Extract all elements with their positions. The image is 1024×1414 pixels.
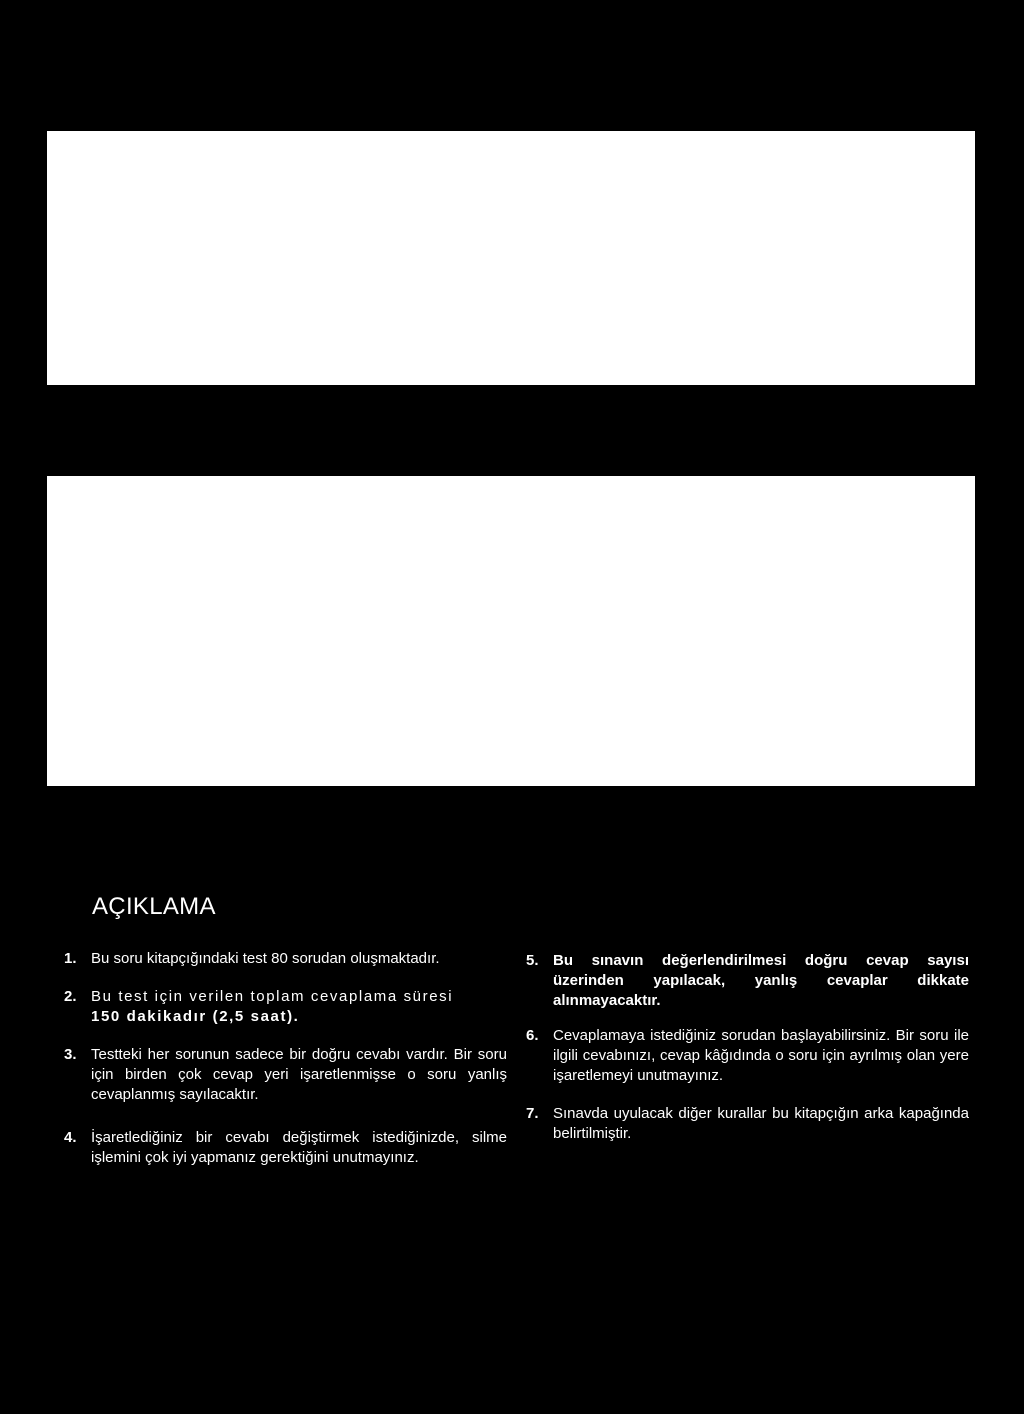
item-number: 5. xyxy=(526,952,539,969)
instruction-item-1 xyxy=(64,949,507,969)
instruction-item-4 xyxy=(64,1128,507,1168)
instruction-item-6 xyxy=(526,1026,969,1086)
instruction-item-7 xyxy=(526,1104,969,1144)
item-number: 1. xyxy=(64,950,77,967)
item-text: Bu soru kitapçığındaki test 80 sorudan oluşmaktadır. xyxy=(91,950,440,967)
instruction-item-3 xyxy=(64,1045,507,1105)
item-text: Bu test için verilen toplam cevaplama süresi xyxy=(91,988,454,1005)
item-number: 4. xyxy=(64,1129,77,1146)
item-text: Bu sınavın değerlendirilmesi doğru cevap sayısı üzerinden yapılacak, yanlış cevaplar dikkate alınmayacaktır. xyxy=(553,952,969,1009)
item-emphasis: 150 dakikadır (2,5 saat). xyxy=(91,1008,300,1025)
top-blank-panel xyxy=(47,131,975,385)
instruction-item-2 xyxy=(64,987,507,1027)
instructions-heading: AÇIKLAMA xyxy=(92,893,216,920)
instruction-item-5 xyxy=(526,951,969,1011)
item-number: 2. xyxy=(64,988,77,1005)
item-text: Cevaplamaya istediğiniz sorudan başlayabilirsiniz. Bir soru ile ilgili cevabınızı, cevap kâğıdında o soru için ayrılmış olan yere işaretlemeyi unutmayınız. xyxy=(553,1027,969,1084)
item-number: 7. xyxy=(526,1105,539,1122)
item-number: 6. xyxy=(526,1027,539,1044)
item-text-wrapper xyxy=(91,987,507,1027)
middle-blank-panel xyxy=(47,476,975,786)
item-text: Sınavda uyulacak diğer kurallar bu kitapçığın arka kapağında belirtilmiştir. xyxy=(553,1105,969,1142)
item-number: 3. xyxy=(64,1046,77,1063)
item-text: Testteki her sorunun sadece bir doğru cevabı vardır. Bir soru için birden çok cevap yeri işaretlenmişse o soru yanlış cevaplanmış sayılacaktır. xyxy=(91,1046,507,1103)
item-text: İşaretlediğiniz bir cevabı değiştirmek istediğinizde, silme işlemini çok iyi yapmanız gerektiğini unutmayınız. xyxy=(91,1129,507,1166)
